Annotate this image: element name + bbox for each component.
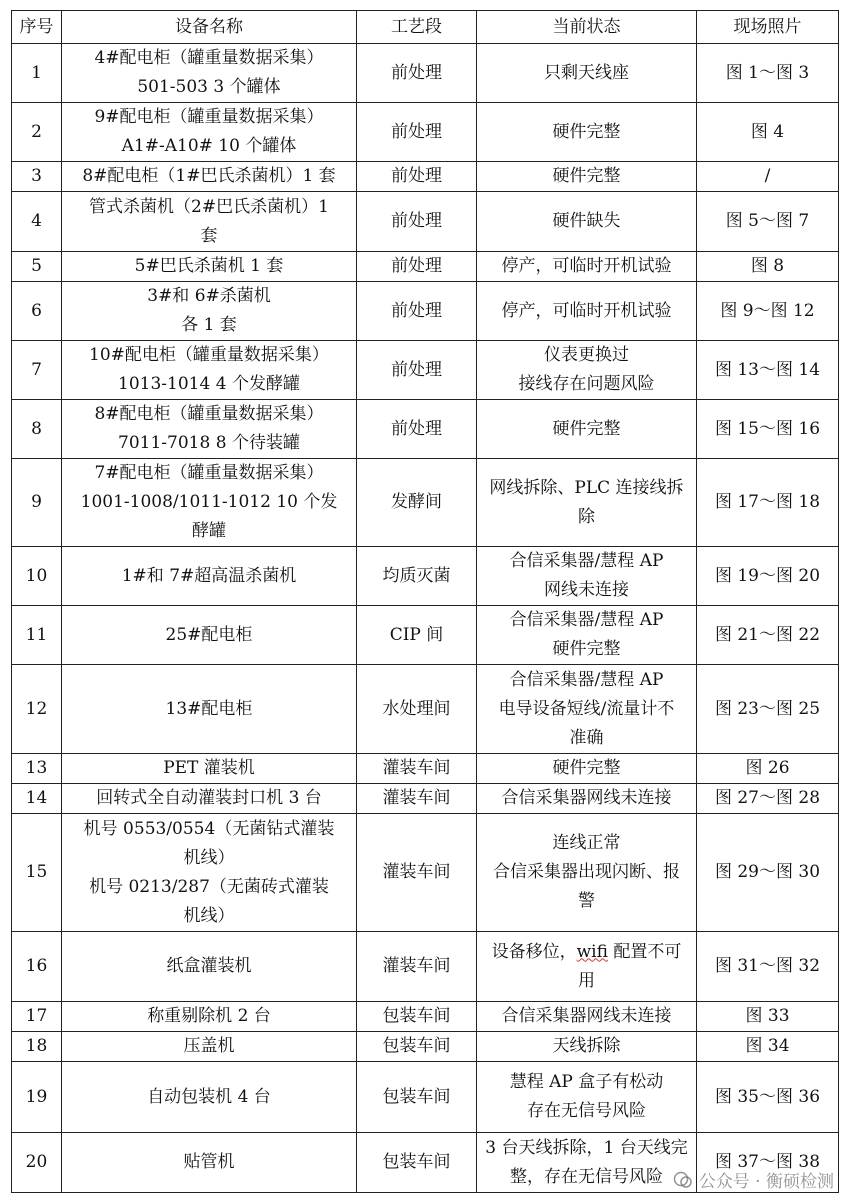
wechat-icon (673, 1170, 693, 1190)
table-row (12, 400, 839, 459)
process-section (357, 459, 477, 547)
process-section (357, 162, 477, 192)
cell-line: 501-503 3 个罐体 (137, 77, 281, 97)
cell-line: 硬件完整 (552, 121, 621, 142)
cell-line: 前处理 (391, 300, 442, 321)
row-number: 5 (12, 252, 62, 282)
cell-line: 水处理间 (382, 698, 451, 719)
device-name (62, 282, 357, 341)
site-photo-ref: 图 29～图 30 (697, 814, 839, 932)
device-name (62, 341, 357, 400)
process-section (357, 1002, 477, 1032)
site-photo-ref: 图 13～图 14 (697, 341, 839, 400)
table-row (12, 606, 839, 665)
cell-line: 5#巴氏杀菌机 1 套 (134, 256, 284, 276)
site-photo-ref: 图 19～图 20 (697, 547, 839, 606)
device-name (62, 459, 357, 547)
cell-line: 仪表更换过 (544, 345, 629, 365)
cell-line: 管式杀菌机（2#巴氏杀菌机）1 (89, 196, 329, 217)
current-status (477, 192, 697, 252)
cell-line: 机号 0553/0554（无菌钻式灌装 (83, 818, 335, 839)
cell-line: 酵罐 (192, 521, 226, 541)
device-name (62, 814, 357, 932)
cell-line: 灌装车间 (382, 788, 451, 808)
cell-line: 灌装车间 (382, 862, 451, 882)
device-name (62, 1133, 357, 1193)
cell-line: 前处理 (391, 62, 442, 83)
site-photo-ref: 图 1～图 3 (697, 44, 839, 103)
watermark-text: 公众号 · 衡硕检测 (698, 1172, 834, 1192)
row-number: 6 (12, 282, 62, 341)
header-no: 序号 (12, 11, 62, 44)
process-section (357, 547, 477, 606)
device-name (62, 665, 357, 754)
table-row (12, 1062, 839, 1133)
cell-line: 除 (578, 506, 595, 527)
site-photo-ref: 图 21～图 22 (697, 606, 839, 665)
table-row (12, 282, 839, 341)
site-photo-ref: 图 35～图 36 (697, 1062, 839, 1133)
cell-line: 准确 (569, 727, 604, 748)
site-photo-ref: 图 15～图 16 (697, 400, 839, 459)
table-row (12, 784, 839, 814)
row-number: 13 (12, 754, 62, 784)
table-row (12, 932, 839, 1002)
cell-line: A1#-A10# 10 个罐体 (121, 136, 297, 156)
cell-line: 9#配电柜（罐重量数据采集） (94, 107, 324, 127)
cell-line: 纸盒灌装机 (166, 956, 252, 976)
current-status (477, 459, 697, 547)
device-name (62, 192, 357, 252)
process-section (357, 192, 477, 252)
site-photo-ref: / (697, 162, 839, 192)
table-row (12, 341, 839, 400)
cell-line: 机线） (183, 905, 235, 926)
header-row (12, 11, 839, 44)
row-number: 18 (12, 1032, 62, 1062)
row-number: 3 (12, 162, 62, 192)
row-number: 2 (12, 103, 62, 162)
site-photo-ref: 图 27～图 28 (697, 784, 839, 814)
header-process-section: 工艺段 (357, 11, 477, 44)
cell-line: 前处理 (391, 211, 442, 231)
cell-line: 1#和 7#超高温杀菌机 (121, 565, 297, 586)
process-section (357, 103, 477, 162)
cell-line: 包装车间 (382, 1086, 451, 1107)
site-photo-ref: 图 34 (697, 1032, 839, 1062)
site-photo-ref: 图 37～图 38 (697, 1133, 839, 1193)
cell-line: 设备移位，wifi 配置不可 (491, 941, 682, 962)
cell-line: 硬件完整 (552, 758, 621, 778)
cell-line: 硬件完整 (552, 418, 621, 439)
current-status (477, 44, 697, 103)
device-name (62, 44, 357, 103)
cell-line: 各 1 套 (181, 315, 237, 335)
device-name (62, 606, 357, 665)
current-status (477, 1062, 697, 1133)
row-number: 17 (12, 1002, 62, 1032)
cell-line: 天线拆除 (552, 1036, 621, 1056)
cell-line: 存在无信号风险 (527, 1101, 646, 1121)
device-name (62, 547, 357, 606)
row-number: 12 (12, 665, 62, 754)
row-number: 20 (12, 1133, 62, 1193)
cell-line: 8#配电柜（1#巴氏杀菌机）1 套 (82, 166, 336, 186)
cell-line: 前处理 (391, 418, 442, 439)
row-number: 11 (12, 606, 62, 665)
table-row (12, 103, 839, 162)
current-status (477, 1032, 697, 1062)
cell-line: 前处理 (391, 121, 442, 142)
cell-line: 1013-1014 4 个发酵罐 (118, 374, 300, 394)
current-status (477, 282, 697, 341)
table-row (12, 192, 839, 252)
process-section (357, 252, 477, 282)
table-row (12, 252, 839, 282)
cell-line: 10#配电柜（罐重量数据采集） (89, 345, 329, 365)
site-photo-ref: 图 9～图 12 (697, 282, 839, 341)
header-site-photo: 现场照片 (697, 11, 839, 44)
cell-line: 压盖机 (183, 1036, 235, 1056)
header-device-name: 设备名称 (62, 11, 357, 44)
process-section (357, 44, 477, 103)
current-status (477, 252, 697, 282)
process-section (357, 784, 477, 814)
table-row (12, 44, 839, 103)
process-section (357, 400, 477, 459)
row-number: 16 (12, 932, 62, 1002)
current-status (477, 1133, 697, 1193)
device-name (62, 400, 357, 459)
cell-line: 均质灭菌 (382, 565, 451, 586)
cell-line: 前处理 (391, 256, 442, 276)
site-photo-ref: 图 4 (697, 103, 839, 162)
row-number: 7 (12, 341, 62, 400)
process-section (357, 606, 477, 665)
cell-line: 1001-1008/1011-1012 10 个发 (80, 492, 338, 512)
device-name (62, 784, 357, 814)
cell-line: 硬件缺失 (552, 211, 621, 231)
cell-line: 合信采集器网线未连接 (501, 1006, 672, 1026)
table-row (12, 1032, 839, 1062)
table-row (12, 814, 839, 932)
row-number: 14 (12, 784, 62, 814)
row-number: 15 (12, 814, 62, 932)
cell-line: 机线） (183, 847, 235, 868)
table-row (12, 459, 839, 547)
cell-line: 7011-7018 8 个待装罐 (118, 433, 300, 453)
cell-line: 前处理 (391, 166, 442, 186)
process-section (357, 665, 477, 754)
current-status (477, 103, 697, 162)
row-number: 8 (12, 400, 62, 459)
row-number: 19 (12, 1062, 62, 1133)
row-number: 4 (12, 192, 62, 252)
cell-line: 自动包装机 4 台 (147, 1086, 271, 1107)
site-photo-ref: 图 26 (697, 754, 839, 784)
device-name (62, 932, 357, 1002)
cell-line: PET 灌装机 (163, 758, 255, 778)
current-status (477, 547, 697, 606)
device-name (62, 1002, 357, 1032)
cell-line: 网线未连接 (544, 580, 629, 600)
site-photo-ref: 图 17～图 18 (697, 459, 839, 547)
table-row (12, 162, 839, 192)
process-section (357, 282, 477, 341)
site-photo-ref: 图 33 (697, 1002, 839, 1032)
cell-line: 包装车间 (382, 1036, 451, 1056)
current-status (477, 341, 697, 400)
current-status (477, 1002, 697, 1032)
device-name (62, 103, 357, 162)
row-number: 10 (12, 547, 62, 606)
cell-line: 硬件完整 (552, 166, 621, 186)
equipment-status-table (11, 10, 839, 1193)
process-section (357, 1032, 477, 1062)
row-number: 9 (12, 459, 62, 547)
cell-line: 合信采集器网线未连接 (501, 788, 672, 808)
cell-line: 25#配电柜 (165, 624, 253, 645)
cell-line: 慧程 AP 盒子有松动 (509, 1072, 664, 1092)
table-row (12, 665, 839, 754)
cell-line: 网线拆除、PLC 连接线拆 (489, 477, 684, 498)
cell-line: 包装车间 (382, 1006, 451, 1026)
cell-line: 合信采集器/慧程 AP (509, 610, 664, 630)
cell-line: 机号 0213/287（无菌砖式灌装 (89, 876, 329, 897)
cell-line: 前处理 (391, 359, 442, 380)
cell-line: 发酵间 (391, 492, 442, 512)
site-photo-ref: 图 31～图 32 (697, 932, 839, 1002)
cell-line: 合信采集器/慧程 AP (509, 669, 664, 690)
cell-line: 停产，可临时开机试验 (501, 256, 672, 276)
device-name (62, 1062, 357, 1133)
watermark (673, 1167, 834, 1192)
current-status (477, 932, 697, 1002)
device-name (62, 162, 357, 192)
process-section (357, 1062, 477, 1133)
table-row (12, 754, 839, 784)
process-section (357, 1133, 477, 1193)
current-status (477, 814, 697, 932)
cell-line: CIP 间 (389, 624, 444, 645)
cell-line: 套 (200, 225, 218, 246)
device-name (62, 1032, 357, 1062)
process-section (357, 754, 477, 784)
cell-line: 合信采集器/慧程 AP (509, 551, 664, 571)
cell-line: 只剩天线座 (544, 62, 629, 83)
header-current-status: 当前状态 (477, 11, 697, 44)
device-name (62, 754, 357, 784)
process-section (357, 814, 477, 932)
table-row (12, 547, 839, 606)
cell-line: 4#配电柜（罐重量数据采集） (94, 48, 324, 68)
table-row (12, 1002, 839, 1032)
cell-line: 灌装车间 (382, 956, 451, 976)
current-status (477, 665, 697, 754)
cell-line: 电导设备短线/流量计不 (498, 698, 675, 719)
cell-line: 贴管机 (183, 1152, 235, 1172)
current-status (477, 162, 697, 192)
current-status (477, 400, 697, 459)
cell-line: 称重剔除机 2 台 (147, 1006, 271, 1026)
cell-line: 回转式全自动灌装封口机 3 台 (96, 788, 322, 808)
cell-line: 包装车间 (382, 1152, 451, 1172)
current-status (477, 606, 697, 665)
cell-line: 接线存在问题风险 (518, 374, 655, 394)
cell-line: 7#配电柜（罐重量数据采集） (94, 463, 324, 483)
cell-line: 3 台天线拆除，1 台天线完 (485, 1137, 688, 1158)
device-name (62, 252, 357, 282)
cell-line: 灌装车间 (382, 758, 451, 778)
cell-line: 8#配电柜（罐重量数据采集） (94, 404, 324, 424)
cell-line: 连线正常 (552, 833, 621, 853)
current-status (477, 784, 697, 814)
cell-line: 硬件完整 (552, 639, 621, 659)
site-photo-ref: 图 8 (697, 252, 839, 282)
cell-line: 3#和 6#杀菌机 (147, 286, 271, 306)
process-section (357, 341, 477, 400)
site-photo-ref: 图 5～图 7 (697, 192, 839, 252)
process-section (357, 932, 477, 1002)
cell-line: 整，存在无信号风险 (510, 1166, 663, 1187)
cell-line: 停产，可临时开机试验 (501, 300, 672, 321)
cell-line: 13#配电柜 (165, 698, 253, 719)
cell-line: 用 (578, 970, 595, 991)
current-status (477, 754, 697, 784)
cell-line: 警 (578, 891, 595, 911)
cell-line: 合信采集器出现闪断、报 (493, 862, 680, 882)
site-photo-ref: 图 23～图 25 (697, 665, 839, 754)
row-number: 1 (12, 44, 62, 103)
